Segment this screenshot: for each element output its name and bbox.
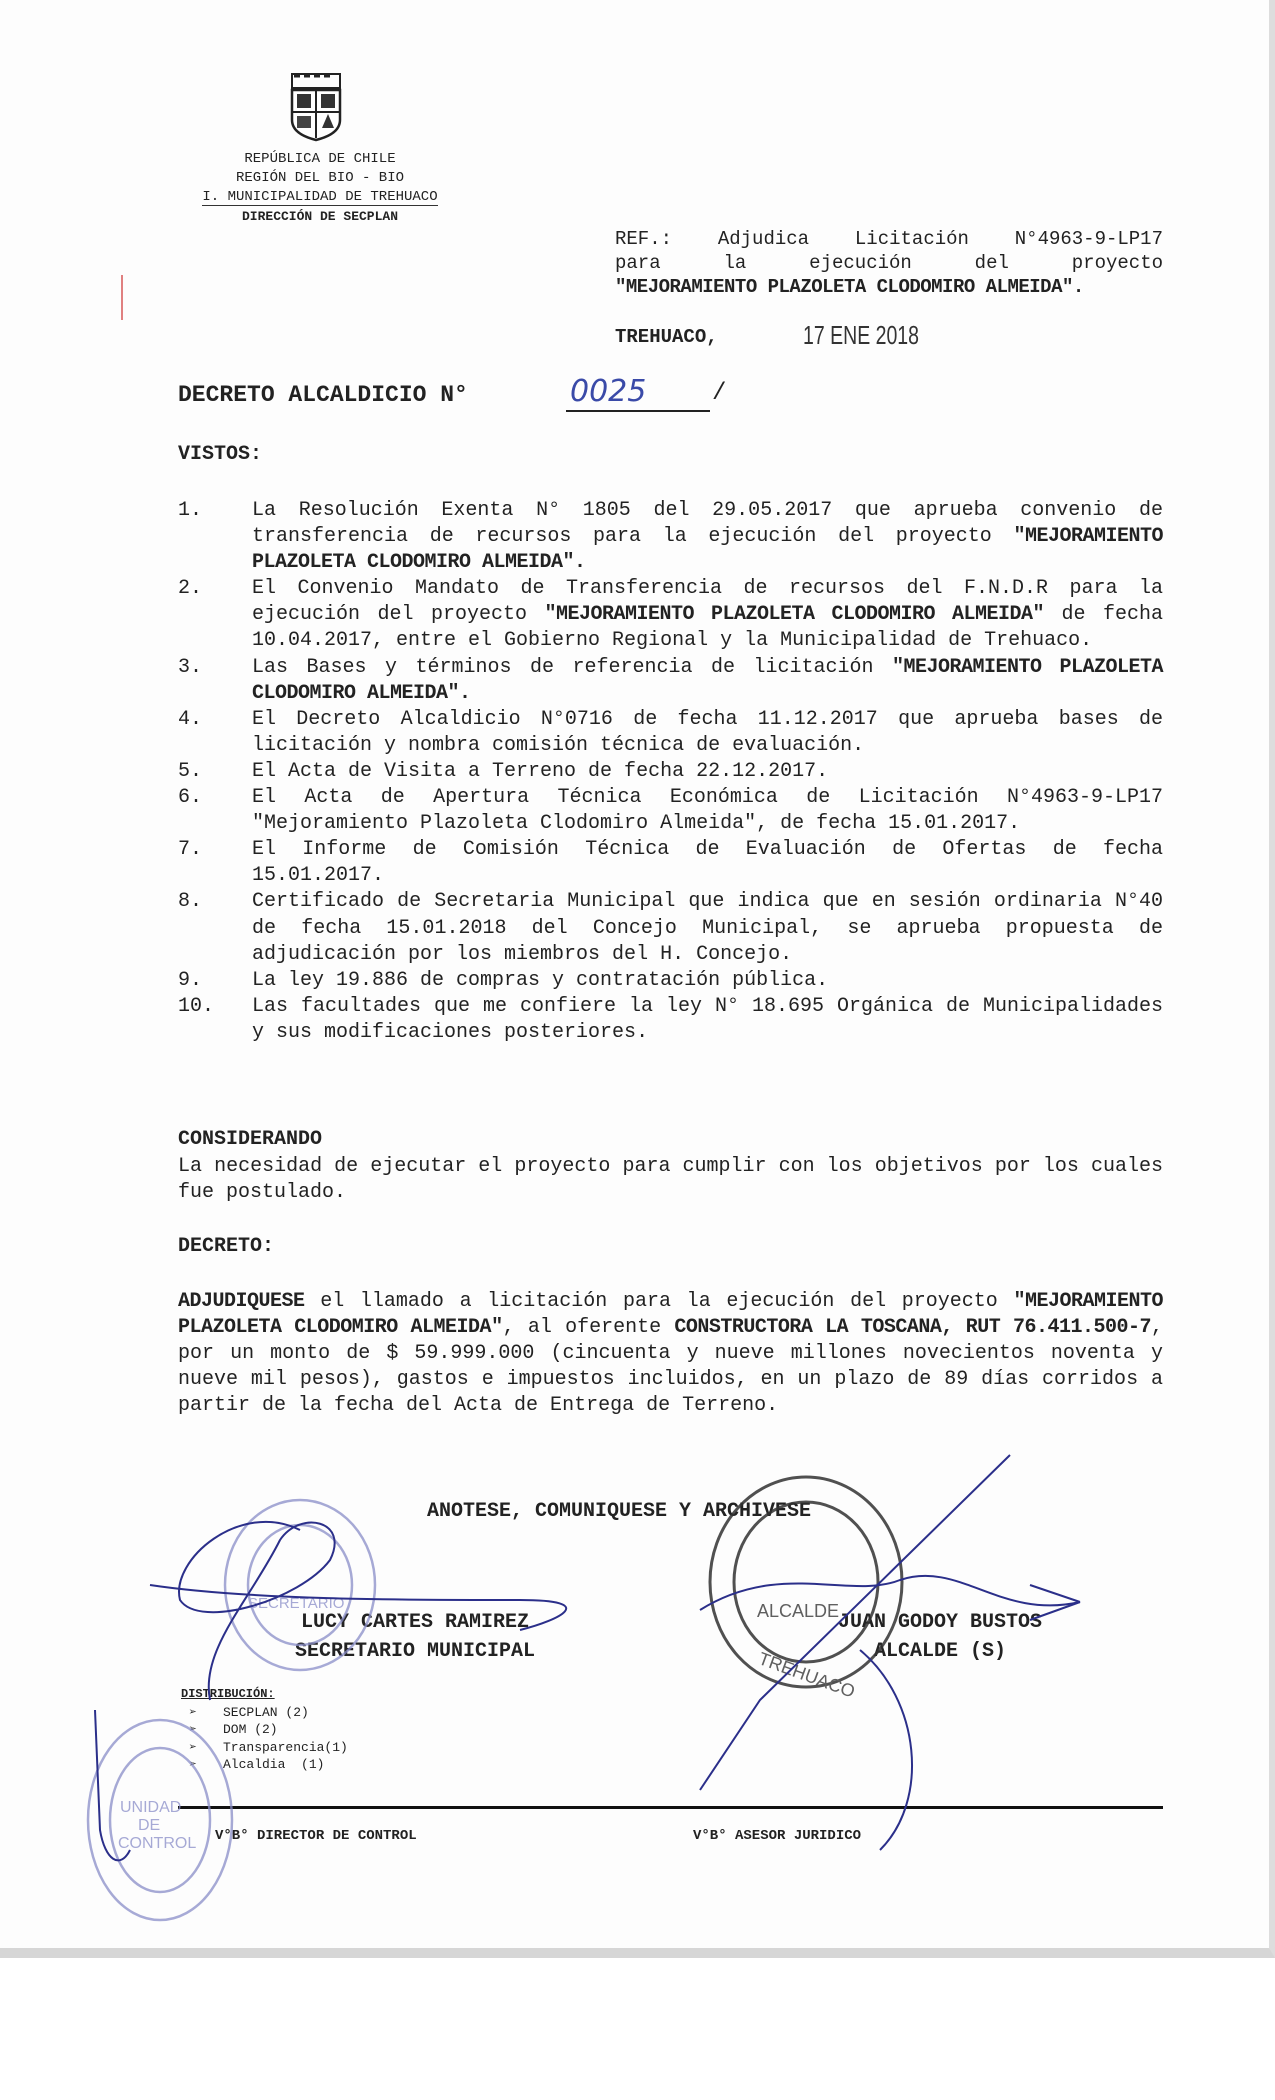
item-number: 10. [178,994,215,1018]
vistos-item [178,576,1163,654]
reference-block [615,227,1163,299]
distribution-item: Alcaldia (1) [223,1757,325,1772]
letterhead-department: DIRECCIÓN DE SECPLAN [241,209,399,224]
item-text [252,498,1163,576]
bold-text-segment: "MEJORAMIENTO PLAZOLETA CLODOMIRO ALMEIDA" [178,1290,1163,1340]
text-segment: , por un monto de $ 59.999.000 (cincuenta y nueve millones novecientos noventa y nueve mil pesos), gastos e impuestos incluidos, en un plazo de 89 días corridos a partir de la fecha del Acta de Entrega de Terreno. [178,1316,1163,1418]
ref-line-3: "MEJORAMIENTO PLAZOLETA CLODOMIRO ALMEIDA". [615,276,1084,298]
svg-text:CONTROL: CONTROL [118,1835,197,1852]
item-text [252,655,1163,707]
vistos-item [178,759,1163,785]
item-text [252,759,1163,785]
distribution-list [181,1686,348,1774]
place: TREHUACO, [615,326,718,348]
distribution-item: Transparencia(1) [223,1739,348,1755]
item-number: 7. [178,838,203,862]
text-segment: el llamado a licitación para la ejecución del proyecto [304,1290,1014,1313]
bold-text-segment: "MEJORAMIENTO PLAZOLETA CLODOMIRO ALMEIDA" [544,603,1045,627]
letterhead [170,150,470,226]
divider-line [178,1806,1163,1809]
text-segment: El Decreto Alcaldicio N°0716 de fecha 11.12.2017 que aprueba bases de licitación y nombra comisión técnica de evaluación. [252,707,1163,757]
text-segment: El Acta de Apertura Técnica Económica de Licitación N°4963-9-LP17 "Mejoramiento Plazoleta Clodomiro Almeida", de fecha 15.01.2017. [252,786,1163,836]
text-segment: Las facultades que me confiere la ley N° 18.695 Orgánica de Municipalidades y sus modificaciones posteriores. [252,994,1163,1044]
ref-line-1: REF.: Adjudica Licitación N°4963-9-LP17 [615,228,1163,250]
svg-text:SECRETARIO: SECRETARIO [248,1595,345,1612]
vistos-item [178,498,1163,576]
signatory-name: LUCY CARTES RAMIREZ [300,1611,530,1634]
municipal-coat-of-arms-logo [286,72,346,142]
vistos-item [178,655,1163,707]
arrow-bullet-icon: ➢ [189,1722,197,1737]
letterhead-region: REGIÓN DEL BIO - BIO [235,170,405,186]
item-text [252,576,1163,654]
item-text [252,707,1163,759]
approval-legal: V°B° ASESOR JURIDICO [693,1828,862,1844]
bold-text-segment: "MEJORAMIENTO PLAZOLETA CLODOMIRO ALMEIDA". [252,525,1163,575]
bold-text-segment: ADJUDIQUESE [178,1290,305,1313]
decree-number-handwritten: 0025 [566,374,710,412]
text-segment: El Informe de Comisión Técnica de Evaluación de Ofertas de fecha 15.01.2017. [252,838,1163,888]
vistos-item [178,994,1163,1046]
vistos-heading: VISTOS: [178,443,263,466]
text-segment: , al oferente [502,1316,675,1340]
closing-formula: ANOTESE, COMUNIQUESE Y ARCHIVESE [427,1500,812,1523]
item-number: 5. [178,759,203,783]
bold-text-segment: CONSTRUCTORA LA TOSCANA, RUT 76.411.500-7 [674,1316,1151,1340]
signatory-role: SECRETARIO MUNICIPAL [294,1640,536,1663]
text-segment: La ley 19.886 de compras y contratación pública. [252,968,829,992]
decreto-text [178,1289,1163,1419]
arrow-bullet-icon: ➢ [189,1704,197,1720]
item-number: 1. [178,499,203,522]
svg-text:ALCALDE: ALCALDE [757,1601,840,1621]
signatory-role: ALCALDE (S) [873,1640,1007,1663]
item-text [252,889,1163,967]
svg-text:DE: DE [138,1817,161,1834]
text-segment: de fecha 10.04.2017, entre el Gobierno Regional y la Municipalidad de Trehuaco. [252,603,1163,653]
ref-line-2: para la ejecución del proyecto [615,252,1163,274]
svg-text:TREHUACO: TREHUACO [755,1648,858,1702]
arrow-bullet-icon: ➢ [189,1757,197,1772]
decreto-heading: DECRETO: [178,1235,275,1258]
item-text [252,837,1163,889]
distribution-item: DOM (2) [223,1722,278,1737]
bold-text-segment: "MEJORAMIENTO PLAZOLETA CLODOMIRO ALMEIDA". [252,655,1163,705]
vistos-item [178,785,1163,837]
text-segment: La Resolución Exenta N° 1805 del 29.05.2017 que aprueba convenio de transferencia de recursos para la ejecución del proyecto [252,499,1163,549]
signature-block-mayor [770,1608,1110,1666]
date-stamp: 17 ENE 2018 [803,320,920,350]
vistos-item [178,837,1163,889]
item-text [252,994,1163,1046]
approval-control: V°B° DIRECTOR DE CONTROL [215,1828,417,1844]
signatory-name: JUAN GODOY BUSTOS [837,1611,1043,1634]
distribution-title: DISTRIBUCIÓN: [181,1687,275,1701]
item-number: 6. [178,786,203,810]
distribution-item: SECPLAN (2) [223,1704,309,1720]
item-text [252,785,1163,837]
text-segment: El Convenio Mandato de Transferencia de recursos del F.N.D.R para la ejecución del proyecto [252,577,1163,627]
considerando-heading: CONSIDERANDO [178,1128,323,1151]
arrow-bullet-icon: ➢ [189,1739,197,1755]
item-number: 3. [178,655,203,679]
text-segment: Las Bases y términos de referencia de licitación [252,655,892,679]
item-number: 9. [178,968,203,992]
vistos-list [178,498,1163,1046]
vistos-item [178,889,1163,967]
letterhead-municipality: I. MUNICIPALIDAD DE TREHUACO [202,189,438,205]
svg-text:UNIDAD: UNIDAD [120,1799,182,1816]
text-segment: Certificado de Secretaria Municipal que indica que en sesión ordinaria N°40 de fecha 15.01.2018 del Concejo Municipal, se aprueba propuesta de adjudicación por los miembros del H. Concejo. [252,890,1163,966]
item-number: 2. [178,577,203,601]
decree-title: DECRETO ALCALDICIO N° [178,382,468,408]
vistos-item [178,707,1163,759]
item-number: 8. [178,890,203,914]
vistos-item [178,968,1163,994]
text-segment: El Acta de Visita a Terreno de fecha 22.12.2017. [252,759,829,783]
considerando-text: La necesidad de ejecutar el proyecto para cumplir con los objetivos por los cuales fue postulado. [178,1155,1163,1205]
signature-block-secretary [230,1608,600,1666]
letterhead-country: REPÚBLICA DE CHILE [244,151,396,167]
decree-slash: / [712,380,727,407]
item-text [252,968,1163,994]
item-number: 4. [178,707,203,731]
